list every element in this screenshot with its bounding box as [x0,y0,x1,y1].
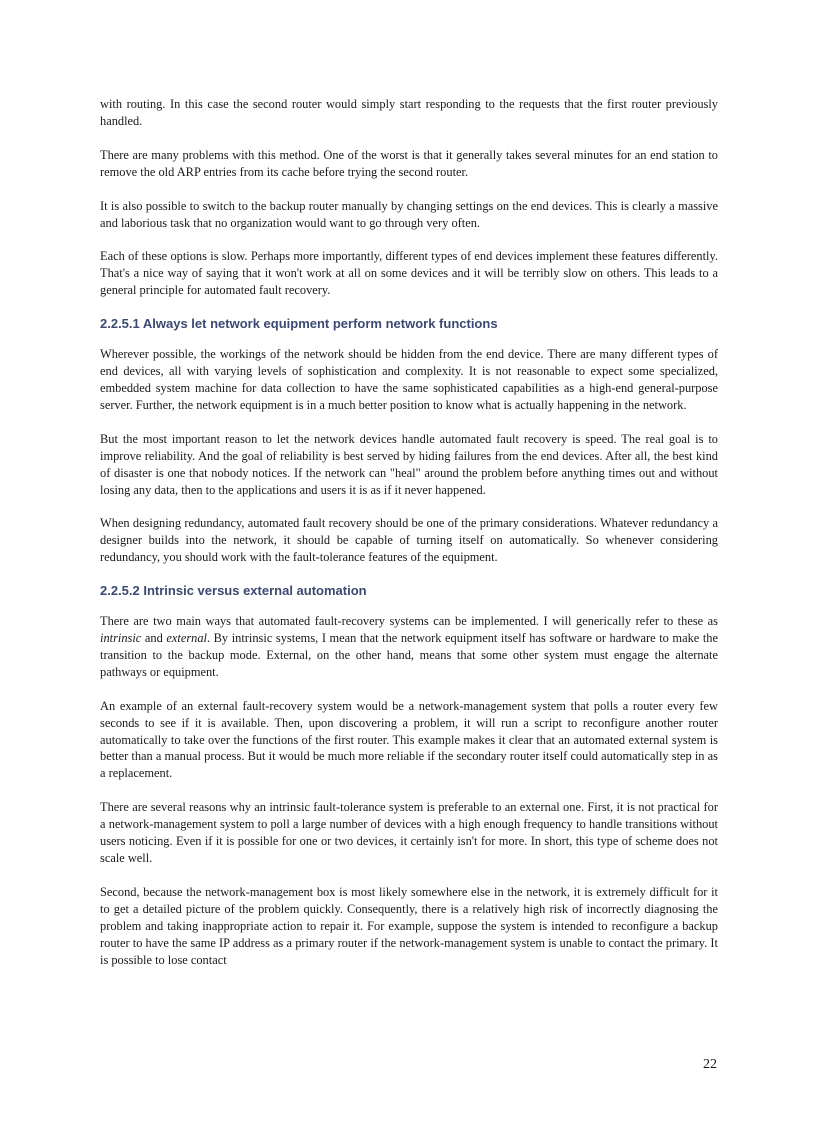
paragraph-intro-2: There are many problems with this method. One of the worst is that it generally takes several minutes for an end station to remove the old ARP entries from its cache before trying the second router. [100,147,718,179]
paragraph-intro-3: It is also possible to switch to the backup router manually by changing settings on the end devices. This is clearly a massive and laborious task that no organization would want to go through very often. [100,198,718,230]
paragraph-intro-1: with routing. In this case the second router would simply start responding to the requests that the first router previously handled. [100,97,718,128]
paragraph-intro-4: Each of these options is slow. Perhaps more importantly, different types of end devices implement these features differently. That's a nice way of saying that it won't work at all on some devices and it will be terribly slow on others. This leads to a general principle for automated fault recovery. [100,249,718,298]
section-heading-2-2-5-1: 2.2.5.1 Always let network equipment perform network functions [100,316,498,332]
paragraph-s2-4: Second, because the network-management box is most likely somewhere else in the network, it is extremely difficult for it to get a detailed picture of the problem quickly. Consequently, there is a relatively high risk of incorrectly diagnosing the problem and taking inappropriate action to repair it. For example, suppose the system is intended to reconfigure a backup router to have the same IP address as a primary router if the network-management system is unable to contact the primary. It is possible to lose contact [100,884,718,967]
paragraph-s2-1-part-c: . By intrinsic systems, I mean that the network equipment itself has software or hardware to make the transition to the backup mode. External, on the other hand, means that some other system must engage the alternate pathways or equipment. [100,631,718,679]
term-external: external [166,631,207,646]
paragraph-s1-1: Wherever possible, the workings of the network should be hidden from the end device. There are many different types of end devices, all with varying levels of sophistication and complexity. It is not reasonable to expect some specialized, embedded system machine for data collection to have the same sophisticated capabilities as a high-end general-purpose server. Further, the network equipment is in a much better position to know what is actually happening in the network. [100,347,718,412]
term-intrinsic: intrinsic [100,631,142,646]
section-heading-2-2-5-2: 2.2.5.2 Intrinsic versus external automation [100,583,367,599]
paragraph-s2-3: There are several reasons why an intrinsic fault-tolerance system is preferable to an external one. First, it is not practical for a network-management system to poll a large number of devices with a high enough frequency to handle transitions without users noticing. Even if it is possible for one or two devices, it certainly isn't for more. In short, this type of scheme does not scale well. [100,800,718,865]
paragraph-s2-1-part-a: There are two main ways that automated fault-recovery systems can be implemented. I will generically refer to these as [100,614,718,629]
paragraph-s2-2: An example of an external fault-recovery system would be a network-management system that polls a router every few seconds to see if it is available. Then, upon discovering a problem, it will run a script to reconfigure another router automatically to take over the functions of the first router. This example makes it clear that an automated external system is better than a manual process. But it would be much more reliable if the secondary router itself could automatically step in as a replacement. [100,698,718,781]
paragraph-s2-1 [100,613,718,681]
paragraph-s1-3: When designing redundancy, automated fault recovery should be one of the primary considerations. Whatever redundancy a designer builds into the network, it should be capable of turning itself on automatically. So whenever considering redundancy, you should work with the fault-tolerance features of the equipment. [100,516,718,565]
paragraph-s1-2: But the most important reason to let the network devices handle automated fault recovery is speed. The real goal is to improve reliability. And the goal of reliability is best served by hiding failures from the end devices. After all, the best kind of disaster is one that nobody notices. If the network can "heal" around the problem before anything times out and without losing any data, then to the applications and users it is as if it never happened. [100,431,718,497]
page-number: 22 [703,1057,717,1072]
paragraph-s2-1-part-b: and [141,631,167,646]
page-body [100,96,718,968]
